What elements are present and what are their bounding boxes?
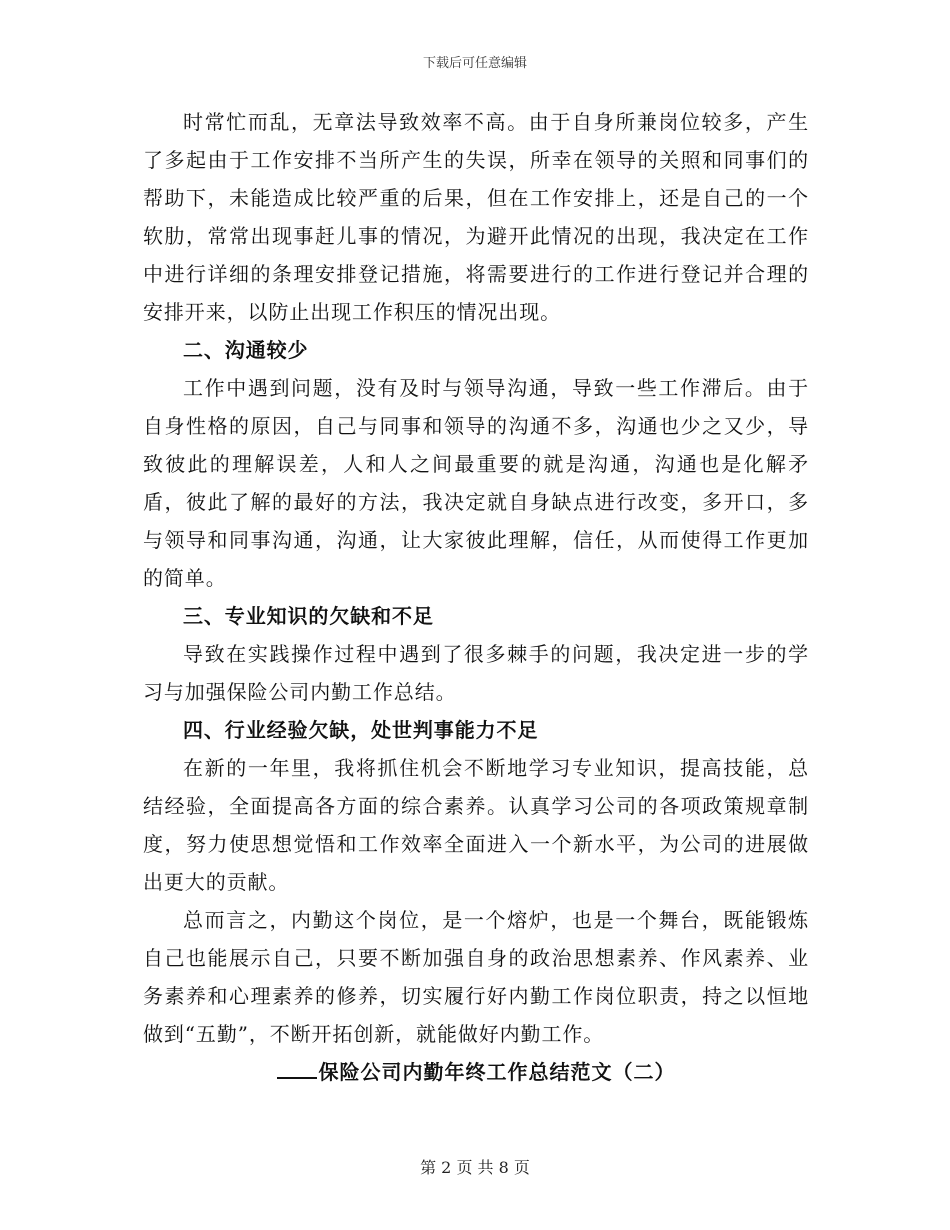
section-heading-communication: 二、沟通较少 bbox=[183, 338, 309, 362]
blank-underline bbox=[277, 1055, 317, 1079]
paragraph-new-year-plan: 在新的一年里，我将抓住机会不断地学习专业知识，提高技能，总结经验，全面提高各方面的综合素养。认真学习公司的各项政策规章制度，努力使思想觉悟和工作效率全面进入一个新水平，为公司的进展做出更大的贡献。 bbox=[143, 756, 809, 894]
section-heading-knowledge: 三、专业知识的欠缺和不足 bbox=[183, 604, 434, 628]
section-heading-experience: 四、行业经验欠缺，处世判事能力不足 bbox=[183, 718, 539, 742]
paragraph-conclusion: 总而言之，内勤这个岗位，是一个熔炉，也是一个舞台，既能锻炼自己也能展示自己，只要不断加强自身的政治思想素养、作风素养、业务素养和心理素养的修养，切实履行好内勤工作岗位职责，持之以恒地做到“五勤”，不断开拓创新，就能做好内勤工作。 bbox=[143, 908, 809, 1046]
page-header-note: 下载后可任意编辑 bbox=[422, 56, 527, 71]
document-subtitle-text: 保险公司内勤年终工作总结范文（二） bbox=[318, 1060, 676, 1084]
document-body bbox=[143, 103, 809, 1091]
paragraph-knowledge: 导致在实践操作过程中遇到了很多棘手的问题，我决定进一步的学习与加强保险公司内勤工作总结。 bbox=[143, 642, 809, 704]
paragraph-communication: 工作中遇到问题，没有及时与领导沟通，导致一些工作滞后。由于自身性格的原因，自己与同事和领导的沟通不多，沟通也少之又少，导致彼此的理解误差，人和人之间最重要的就是沟通，沟通也是化解矛盾，彼此了解的最好的方法，我决定就自身缺点进行改变，多开口，多与领导和同事沟通，沟通，让大家彼此理解，信任，从而使得工作更加的简单。 bbox=[143, 376, 809, 590]
document-subtitle bbox=[143, 1053, 809, 1091]
paragraph-workload: 时常忙而乱，无章法导致效率不高。由于自身所兼岗位较多，产生了多起由于工作安排不当所产生的失误，所幸在领导的关照和同事们的帮助下，未能造成比较严重的后果，但在工作安排上，还是自己的一个软肋，常常出现事赶儿事的情况，为避开此情况的出现，我决定在工作中进行详细的条理安排登记措施，将需要进行的工作进行登记并合理的安排开来，以防止出现工作积压的情况出现。 bbox=[143, 110, 809, 324]
page-number: 第 2 页 共 8 页 bbox=[420, 1158, 530, 1177]
